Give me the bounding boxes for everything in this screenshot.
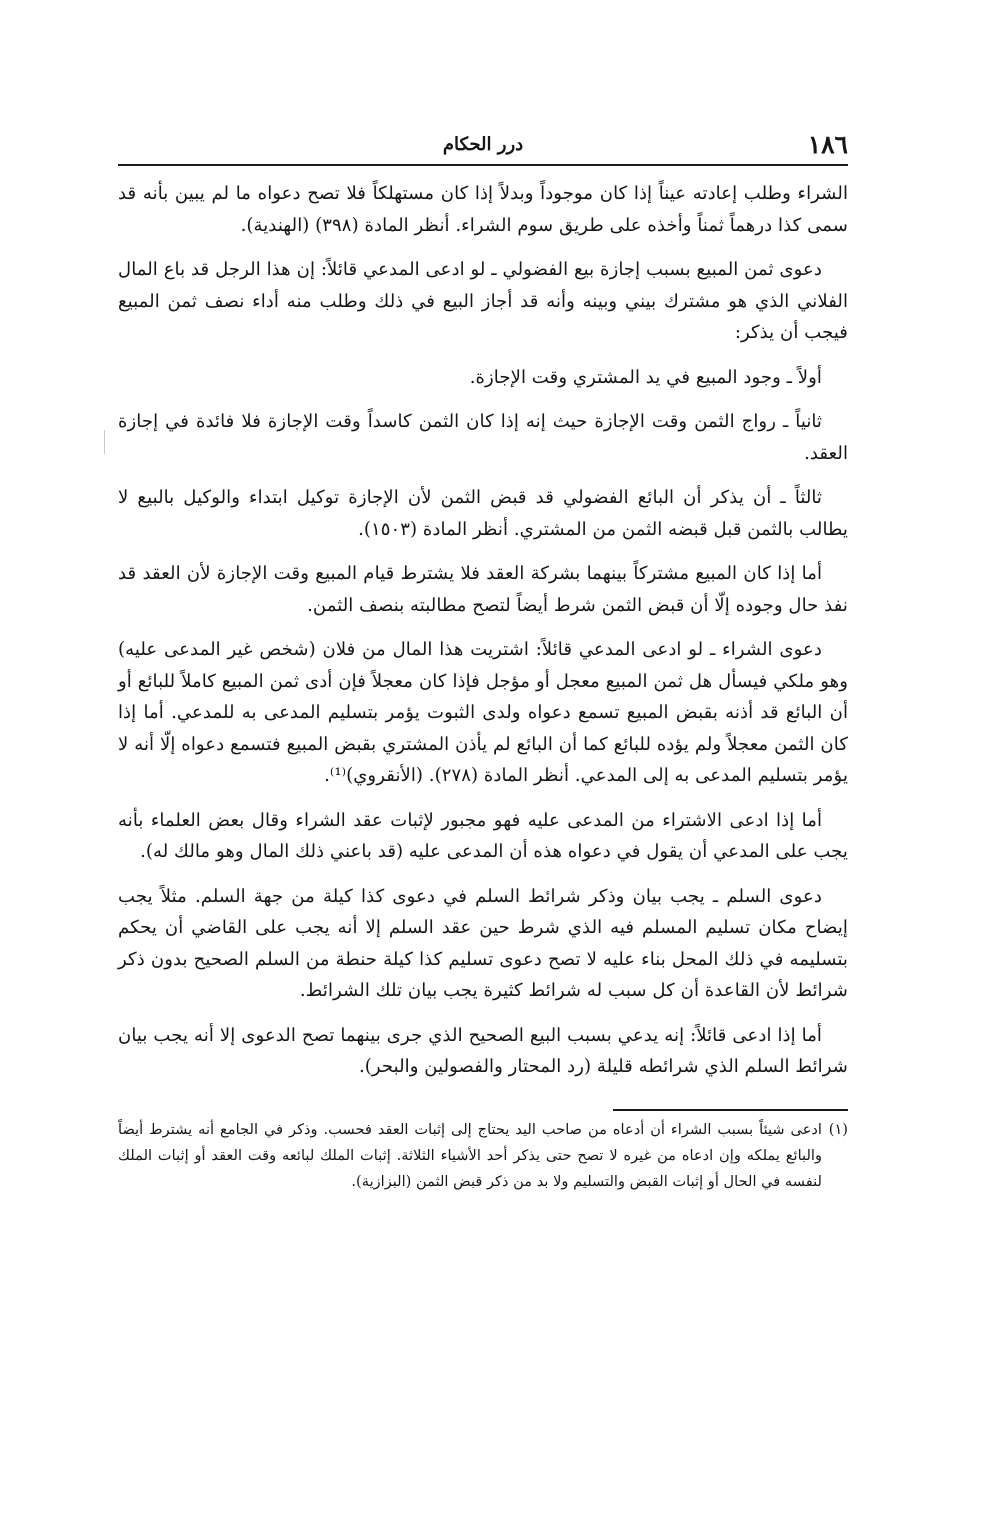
paragraph-valid-sale-claim: أما إذا ادعى قائلاً: إنه يدعي بسبب البيع الصحيح الذي جرى بينهما تصح الدعوى إلا أنه يجب بيان شرائط السلم الذي شرائطه قليلة (رد المحتار والفصولين والبحر). (118, 1024, 848, 1077)
footnote-text: ادعى شيئاً بسبب الشراء أن أدعاه من صاحب اليد يحتاج إلى إثبات العقد فحسب. وذكر في الجامع أنه يشترط أيضاً والبائع يملكه وإن ادعاه من غيره لا تصح حتى يذكر أحد الأشياء الثلاثة. إثبات الملك لبائعه وقت العقد أو إثبات الملك لنفسه في الحال أو إثبات القبض والتسليم ولا بد من ذكر قبض الثمن (البزازية). (118, 1120, 822, 1190)
paragraph-purchase-from-defendant: أما إذا ادعى الاشتراء من المدعى عليه فهو مجبور لإثبات عقد الشراء وقال بعض العلماء بأنه يجب على المدعي أن يقول في دعواه هذه أن المدعى عليه (قد باعني ذلك المال وهو مالك له). (118, 809, 848, 862)
paragraph-sale-price-claim: دعوى ثمن المبيع بسبب إجازة بيع الفضولي ـ لو ادعى المدعي قائلاً: إن هذا الرجل قد باع المال الفلاني الذي هو مشترك بيني وبينه وأنه قد أجاز البيع في ذلك وطلب منه أداء نصف ثمن المبيع فيجب أن يذكر: (118, 259, 848, 343)
running-title: درر الحكام (442, 134, 524, 155)
paragraph-third-condition: ثالثاً ـ أن يذكر أن البائع الفضولي قد قبض الثمن لأن الإجازة توكيل ابتداء والوكيل بالبيع لا يطالب بالثمن قبل قبضه الثمن من المشتري. أنظر المادة (١٥٠٣). (118, 487, 848, 540)
paragraph-first-condition: أولاً ـ وجود المبيع في يد المشتري وقت الإجازة. (469, 366, 822, 388)
paragraph-purchase-claim: دعوى الشراء ـ لو ادعى المدعي قائلاً: اشتريت هذا المال من فلان (شخص غير المدعى عليه) وهو ملكي فيسأل هل ثمن المبيع معجل أو مؤجل فإذا كان معجلاً فإن أدى ثمن المبيع كاملاً للبائع أو أن البائع قد أذنه بقبض المبيع تسمع دعواه ولدى الثبوت يؤمر بتسليم المدعى به للمدعي. أما إذا كان الثمن معجلاً ولم يؤده للبائع كما أن البائع لم يأذن المشتري بقبض المبيع فتسمع دعواه إلّا أنه لا يؤمر بتسليم المدعى به إلى المدعي. أنظر المادة (٢٧٨). (الأنقروي)⁽¹⁾. (118, 639, 848, 786)
margin-mark (104, 430, 105, 454)
footnote (118, 1117, 848, 1195)
paragraph-joint-ownership: أما إذا كان المبيع مشتركاً بينهما بشركة العقد فلا يشترط قيام المبيع وقت الإجازة لأن العقد قد نفذ حال وجوده إلّا أن قبض الثمن شرط أيضاً لتصح مطالبته بنصف الثمن. (118, 563, 848, 616)
page-body (118, 178, 848, 1083)
document-page (118, 128, 848, 1418)
page-number: ١٨٦ (807, 130, 848, 159)
footnote-separator (613, 1109, 848, 1111)
footnote-marker: (١) (828, 1120, 848, 1138)
paragraph-continuation: الشراء وطلب إعادته عيناً إذا كان موجوداً وبدلاً إذا كان مستهلكاً فلا تصح دعواه ما لم يبين بأنه قد سمى كذا درهماً ثمناً وأخذه على طريق سوم الشراء. أنظر المادة (٣٩٨) (الهندية). (118, 183, 848, 236)
paragraph-salam-claim: دعوى السلم ـ يجب بيان وذكر شرائط السلم في دعوى كذا كيلة من جهة السلم. مثلاً يجب إيضاح مكان تسليم المسلم فيه الذي شرط حين عقد السلم إلا أنه يجب على القاضي أن يحكم بتسليمه في ذلك المحل بناء عليه لا تصح دعوى تسليم كذا كيلة حنطة من السلم الصحيح بدون ذكر شرائط لأن القاعدة أن كل سبب له شرائط كثيرة يجب بيان تلك الشرائط. (118, 885, 848, 1001)
page-header (118, 128, 848, 166)
paragraph-second-condition: ثانياً ـ رواج الثمن وقت الإجازة حيث إنه إذا كان الثمن كاسداً وقت الإجازة فلا فائدة في إجازة العقد. (118, 411, 848, 464)
